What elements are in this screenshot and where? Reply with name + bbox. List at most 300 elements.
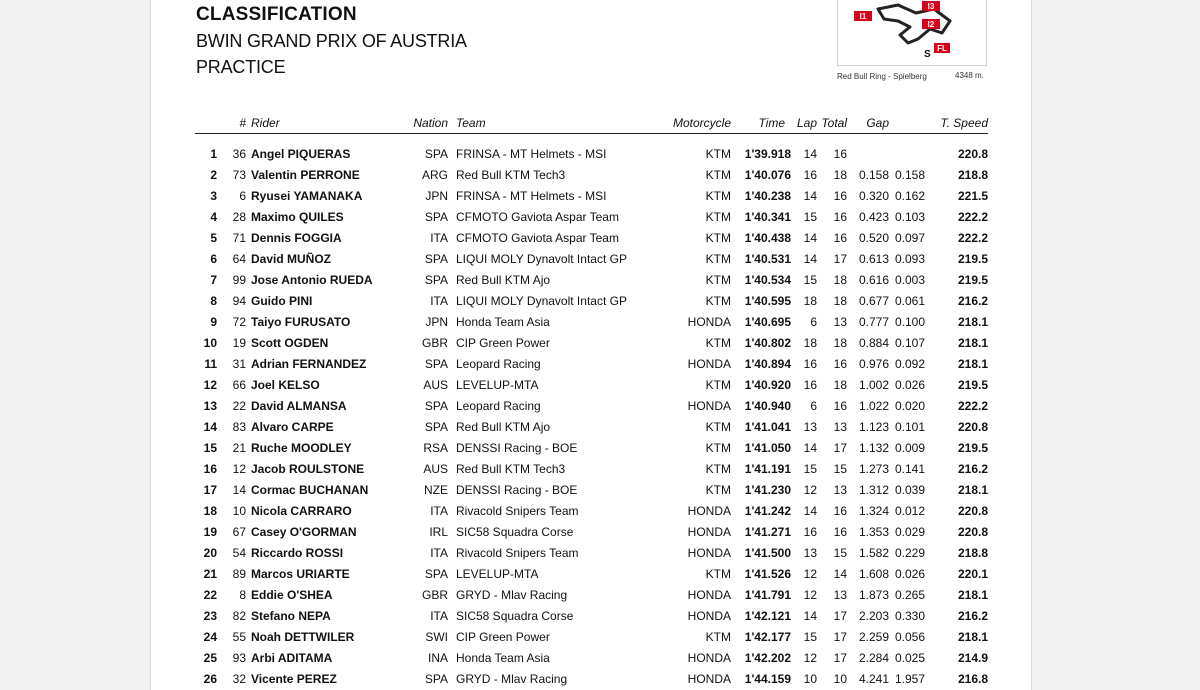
gap-previous-cell: 0.103 — [894, 209, 925, 224]
nation-cell: ITA — [430, 608, 448, 623]
best-lap-cell: 15 — [803, 629, 817, 644]
gap-first-cell: 0.423 — [858, 209, 889, 224]
col-pos-header — [195, 113, 223, 134]
col-motorcycle-header: Motorcycle — [653, 113, 731, 134]
position-cell: 10 — [203, 335, 217, 350]
total-laps-cell: 10 — [833, 671, 847, 686]
motorcycle-cell: HONDA — [687, 650, 731, 665]
team-cell: LEVELUP-MTA — [456, 566, 539, 581]
top-speed-cell: 220.8 — [957, 503, 988, 518]
nation-cell: GBR — [421, 587, 448, 602]
col-num-header: # — [223, 113, 251, 134]
total-laps-cell: 16 — [833, 398, 847, 413]
motorcycle-cell: KTM — [705, 272, 731, 287]
lap-time-cell: 1'41.050 — [744, 440, 791, 455]
top-speed-cell: 220.8 — [957, 419, 988, 434]
position-cell: 9 — [210, 314, 217, 329]
position-cell: 23 — [203, 608, 217, 623]
lap-time-cell: 1'42.121 — [744, 608, 791, 623]
team-cell: SIC58 Squadra Corse — [456, 524, 574, 539]
rider-number-cell: 93 — [232, 650, 246, 665]
total-laps-cell: 18 — [833, 167, 847, 182]
gap-previous-cell: 0.025 — [894, 650, 925, 665]
page-title: CLASSIFICATION — [196, 4, 357, 25]
table-row — [195, 584, 988, 605]
position-cell: 12 — [203, 377, 217, 392]
total-laps-cell: 17 — [833, 650, 847, 665]
team-cell: CIP Green Power — [456, 629, 550, 644]
gap-first-cell: 1.582 — [858, 545, 889, 560]
table-row — [195, 626, 988, 647]
table-row — [195, 563, 988, 584]
gap-previous-cell: 0.265 — [894, 587, 925, 602]
position-cell: 17 — [203, 482, 217, 497]
gap-first-cell: 2.203 — [858, 608, 889, 623]
best-lap-cell: 18 — [803, 293, 817, 308]
rider-name-cell: Alvaro CARPE — [251, 419, 334, 434]
rider-name-cell: Casey O'GORMAN — [251, 524, 357, 539]
top-speed-cell: 219.5 — [957, 377, 988, 392]
rider-number-cell: 94 — [232, 293, 246, 308]
nation-cell: JPN — [425, 188, 448, 203]
motorcycle-cell: KTM — [705, 251, 731, 266]
position-cell: 5 — [210, 230, 217, 245]
rider-name-cell: Riccardo ROSSI — [251, 545, 344, 560]
lap-time-cell: 1'40.238 — [744, 188, 791, 203]
gap-first-cell: 2.284 — [858, 650, 889, 665]
total-laps-cell: 18 — [833, 293, 847, 308]
gap-first-cell: 1.123 — [858, 419, 889, 434]
total-laps-cell: 13 — [833, 419, 847, 434]
col-rider-header: Rider — [251, 113, 401, 134]
gap-first-cell: 0.884 — [858, 335, 889, 350]
motorcycle-cell: HONDA — [687, 503, 731, 518]
motorcycle-cell: KTM — [705, 419, 731, 434]
rider-name-cell: Taiyo FURUSATO — [251, 314, 351, 329]
top-speed-cell: 220.1 — [957, 566, 988, 581]
motorcycle-cell: KTM — [705, 440, 731, 455]
rider-name-cell: Vicente PEREZ — [251, 671, 337, 686]
gap-first-cell: 0.613 — [858, 251, 889, 266]
position-cell: 21 — [203, 566, 217, 581]
rider-name-cell: Maximo QUILES — [251, 209, 344, 224]
table-row — [195, 311, 988, 332]
motorcycle-cell: KTM — [705, 293, 731, 308]
col-total-header: Total — [817, 113, 847, 134]
team-cell: LEVELUP-MTA — [456, 377, 539, 392]
lap-time-cell: 1'42.202 — [744, 650, 791, 665]
rider-number-cell: 31 — [232, 356, 246, 371]
position-cell: 7 — [210, 272, 217, 287]
lap-time-cell: 1'41.500 — [744, 545, 791, 560]
gap-previous-cell: 0.009 — [894, 440, 925, 455]
lap-time-cell: 1'41.791 — [744, 587, 791, 602]
best-lap-cell: 15 — [803, 461, 817, 476]
lap-time-cell: 1'39.918 — [744, 146, 791, 161]
total-laps-cell: 16 — [833, 356, 847, 371]
motorcycle-cell: KTM — [705, 335, 731, 350]
lap-time-cell: 1'44.159 — [744, 671, 791, 686]
rider-number-cell: 55 — [232, 629, 246, 644]
circuit-name: Red Bull Ring - Spielberg — [837, 72, 927, 81]
best-lap-cell: 6 — [810, 398, 817, 413]
lap-time-cell: 1'40.595 — [744, 293, 791, 308]
marker-i1-label: I1 — [859, 12, 867, 21]
table-row — [195, 668, 988, 689]
gap-first-cell: 1.002 — [858, 377, 889, 392]
rider-number-cell: 89 — [232, 566, 246, 581]
top-speed-cell: 219.5 — [957, 440, 988, 455]
gap-first-cell: 1.312 — [858, 482, 889, 497]
col-time-header: Time — [731, 113, 791, 134]
top-speed-cell: 216.2 — [957, 461, 988, 476]
gap-previous-cell: 0.012 — [894, 503, 925, 518]
total-laps-cell: 18 — [833, 335, 847, 350]
classification-document — [150, 0, 1032, 690]
position-cell: 11 — [204, 356, 217, 371]
team-cell: Red Bull KTM Tech3 — [456, 461, 566, 476]
rider-number-cell: 32 — [232, 671, 246, 686]
top-speed-cell: 220.8 — [957, 524, 988, 539]
nation-cell: ITA — [430, 545, 448, 560]
motorcycle-cell: KTM — [705, 167, 731, 182]
total-laps-cell: 13 — [833, 482, 847, 497]
total-laps-cell: 18 — [833, 272, 847, 287]
total-laps-cell: 17 — [833, 440, 847, 455]
total-laps-cell: 16 — [833, 146, 847, 161]
team-cell: SIC58 Squadra Corse — [456, 608, 574, 623]
gap-first-cell: 1.022 — [858, 398, 889, 413]
rider-name-cell: Joel KELSO — [251, 377, 320, 392]
position-cell: 1 — [210, 146, 217, 161]
gap-previous-cell: 0.101 — [894, 419, 925, 434]
motorcycle-cell: KTM — [705, 209, 731, 224]
top-speed-cell: 219.5 — [957, 272, 988, 287]
motorcycle-cell: KTM — [705, 230, 731, 245]
lap-time-cell: 1'40.894 — [744, 356, 791, 371]
table-row — [195, 290, 988, 311]
team-cell: Red Bull KTM Ajo — [456, 272, 551, 287]
gap-previous-cell: 0.097 — [894, 230, 925, 245]
col-gap-prev-header — [889, 113, 925, 134]
lap-time-cell: 1'40.940 — [744, 398, 791, 413]
position-cell: 16 — [203, 461, 217, 476]
nation-cell: NZE — [424, 482, 448, 497]
col-nation-header: Nation — [401, 113, 453, 134]
gap-previous-cell: 0.056 — [894, 629, 925, 644]
rider-name-cell: Marcos URIARTE — [251, 566, 350, 581]
total-laps-cell: 15 — [833, 461, 847, 476]
gap-previous-cell — [889, 134, 925, 165]
total-laps-cell: 15 — [833, 545, 847, 560]
position-cell: 18 — [203, 503, 217, 518]
gap-first-cell: 0.777 — [858, 314, 889, 329]
results-body — [195, 134, 988, 690]
gap-first-cell: 1.873 — [858, 587, 889, 602]
rider-name-cell: Guido PINI — [251, 293, 313, 308]
gap-previous-cell: 0.026 — [894, 566, 925, 581]
rider-name-cell: Jacob ROULSTONE — [251, 461, 365, 476]
top-speed-cell: 218.8 — [957, 545, 988, 560]
top-speed-cell: 218.1 — [957, 314, 988, 329]
gap-previous-cell: 0.229 — [894, 545, 925, 560]
table-row — [195, 332, 988, 353]
best-lap-cell: 14 — [803, 440, 817, 455]
rider-name-cell: Dennis FOGGIA — [251, 230, 342, 245]
team-cell: Red Bull KTM Tech3 — [456, 167, 566, 182]
rider-name-cell: Scott OGDEN — [251, 335, 329, 350]
rider-number-cell: 19 — [232, 335, 246, 350]
best-lap-cell: 12 — [803, 482, 817, 497]
nation-cell: SPA — [424, 356, 448, 371]
session-name: PRACTICE — [196, 57, 286, 77]
motorcycle-cell: HONDA — [687, 587, 731, 602]
rider-name-cell: Nicola CARRARO — [251, 503, 352, 518]
rider-number-cell: 8 — [239, 587, 246, 602]
gap-previous-cell: 0.158 — [894, 167, 925, 182]
position-cell: 6 — [210, 251, 217, 266]
table-row — [195, 248, 988, 269]
rider-number-cell: 6 — [239, 188, 246, 203]
gap-previous-cell: 0.330 — [894, 608, 925, 623]
col-gap-header: Gap — [847, 113, 889, 134]
table-row — [195, 164, 988, 185]
lap-time-cell: 1'40.534 — [744, 272, 791, 287]
motorcycle-cell: KTM — [705, 188, 731, 203]
team-cell: Honda Team Asia — [456, 650, 550, 665]
motorcycle-cell: HONDA — [687, 545, 731, 560]
best-lap-cell: 12 — [803, 587, 817, 602]
team-cell: DENSSI Racing - BOE — [456, 440, 578, 455]
rider-number-cell: 54 — [232, 545, 246, 560]
nation-cell: AUS — [423, 377, 448, 392]
motorcycle-cell: KTM — [705, 482, 731, 497]
motorcycle-cell: HONDA — [687, 398, 731, 413]
marker-i2-label: I2 — [927, 20, 935, 29]
best-lap-cell: 10 — [803, 671, 817, 686]
lap-time-cell: 1'40.076 — [744, 167, 791, 182]
col-speed-header: T. Speed — [925, 113, 988, 134]
motorcycle-cell: KTM — [705, 146, 731, 161]
position-cell: 14 — [203, 419, 217, 434]
motorcycle-cell: HONDA — [687, 356, 731, 371]
lap-time-cell: 1'40.341 — [744, 209, 791, 224]
total-laps-cell: 17 — [833, 629, 847, 644]
nation-cell: SPA — [424, 251, 448, 266]
total-laps-cell: 13 — [833, 587, 847, 602]
nation-cell: SPA — [424, 671, 448, 686]
circuit-map-drawing — [838, 0, 986, 65]
rider-number-cell: 66 — [232, 377, 246, 392]
rider-number-cell: 36 — [232, 146, 246, 161]
motorcycle-cell: KTM — [705, 629, 731, 644]
position-cell: 4 — [210, 209, 217, 224]
rider-number-cell: 64 — [232, 251, 246, 266]
table-row — [195, 437, 988, 458]
gap-first-cell: 0.616 — [858, 272, 889, 287]
nation-cell: SWI — [425, 629, 448, 644]
lap-time-cell: 1'40.695 — [744, 314, 791, 329]
nation-cell: ITA — [430, 293, 448, 308]
best-lap-cell: 16 — [803, 524, 817, 539]
team-cell: Rivacold Snipers Team — [456, 503, 579, 518]
rider-number-cell: 21 — [232, 440, 246, 455]
position-cell: 8 — [210, 293, 217, 308]
gap-previous-cell: 0.162 — [894, 188, 925, 203]
table-row — [195, 374, 988, 395]
team-cell: Rivacold Snipers Team — [456, 545, 579, 560]
best-lap-cell: 15 — [803, 272, 817, 287]
rider-name-cell: Angel PIQUERAS — [251, 146, 351, 161]
lap-time-cell: 1'40.531 — [744, 251, 791, 266]
lap-time-cell: 1'41.230 — [744, 482, 791, 497]
lap-time-cell: 1'40.438 — [744, 230, 791, 245]
rider-number-cell: 14 — [232, 482, 246, 497]
nation-cell: INA — [427, 650, 448, 665]
team-cell: GRYD - Mlav Racing — [456, 587, 568, 602]
lap-time-cell: 1'41.526 — [744, 566, 791, 581]
gap-first-cell: 2.259 — [858, 629, 889, 644]
rider-number-cell: 67 — [232, 524, 246, 539]
table-row — [195, 500, 988, 521]
team-cell: Red Bull KTM Ajo — [456, 419, 551, 434]
rider-number-cell: 99 — [232, 272, 246, 287]
table-row — [195, 479, 988, 500]
best-lap-cell: 14 — [803, 608, 817, 623]
top-speed-cell: 222.2 — [957, 230, 988, 245]
team-cell: CFMOTO Gaviota Aspar Team — [456, 230, 619, 245]
team-cell: Leopard Racing — [456, 356, 541, 371]
nation-cell: JPN — [425, 314, 448, 329]
total-laps-cell: 16 — [833, 503, 847, 518]
rider-number-cell: 71 — [232, 230, 246, 245]
best-lap-cell: 13 — [803, 545, 817, 560]
team-cell: FRINSA - MT Helmets - MSI — [456, 188, 607, 203]
best-lap-cell: 16 — [803, 377, 817, 392]
marker-fl-label: FL — [937, 44, 947, 53]
table-row — [195, 521, 988, 542]
team-cell: LIQUI MOLY Dynavolt Intact GP — [456, 251, 627, 266]
top-speed-cell: 218.1 — [957, 629, 988, 644]
nation-cell: ITA — [430, 230, 448, 245]
team-cell: FRINSA - MT Helmets - MSI — [456, 146, 607, 161]
total-laps-cell: 16 — [833, 524, 847, 539]
rider-number-cell: 10 — [232, 503, 246, 518]
rider-name-cell: Ryusei YAMANAKA — [251, 188, 363, 203]
best-lap-cell: 14 — [803, 251, 817, 266]
team-cell: LIQUI MOLY Dynavolt Intact GP — [456, 293, 627, 308]
nation-cell: SPA — [424, 566, 448, 581]
nation-cell: ITA — [430, 503, 448, 518]
table-row — [195, 269, 988, 290]
best-lap-cell: 12 — [803, 566, 817, 581]
best-lap-cell: 16 — [803, 167, 817, 182]
gap-first-cell: 1.353 — [858, 524, 889, 539]
table-row — [195, 206, 988, 227]
lap-time-cell: 1'41.271 — [744, 524, 791, 539]
motorcycle-cell: KTM — [705, 461, 731, 476]
gap-previous-cell: 0.029 — [894, 524, 925, 539]
rider-name-cell: David MUÑOZ — [251, 251, 332, 266]
top-speed-cell: 219.5 — [957, 251, 988, 266]
lap-time-cell: 1'40.920 — [744, 377, 791, 392]
gap-previous-cell: 0.026 — [894, 377, 925, 392]
gap-first-cell: 4.241 — [858, 671, 889, 686]
total-laps-cell: 14 — [833, 566, 847, 581]
motorcycle-cell: HONDA — [687, 314, 731, 329]
gap-first-cell: 0.976 — [858, 356, 889, 371]
gap-previous-cell: 0.039 — [894, 482, 925, 497]
rider-name-cell: Adrian FERNANDEZ — [251, 356, 367, 371]
nation-cell: SPA — [424, 209, 448, 224]
position-cell: 22 — [203, 587, 217, 602]
top-speed-cell: 218.8 — [957, 167, 988, 182]
nation-cell: ARG — [421, 167, 448, 182]
total-laps-cell: 18 — [833, 377, 847, 392]
position-cell: 19 — [203, 524, 217, 539]
best-lap-cell: 18 — [803, 335, 817, 350]
gap-previous-cell: 0.061 — [894, 293, 925, 308]
rider-number-cell: 12 — [232, 461, 246, 476]
best-lap-cell: 15 — [803, 209, 817, 224]
marker-start-label: S — [924, 49, 931, 60]
rider-number-cell: 82 — [232, 608, 246, 623]
gap-previous-cell: 0.093 — [894, 251, 925, 266]
lap-time-cell: 1'41.191 — [744, 461, 791, 476]
position-cell: 15 — [203, 440, 217, 455]
results-table — [195, 113, 988, 689]
team-cell: DENSSI Racing - BOE — [456, 482, 578, 497]
rider-number-cell: 73 — [232, 167, 246, 182]
position-cell: 20 — [203, 545, 217, 560]
nation-cell: GBR — [421, 335, 448, 350]
gap-first-cell: 1.324 — [858, 503, 889, 518]
circuit-map — [837, 0, 987, 66]
gap-previous-cell: 0.020 — [894, 398, 925, 413]
best-lap-cell: 14 — [803, 230, 817, 245]
results-header-row — [195, 113, 988, 134]
col-lap-header: Lap — [791, 113, 817, 134]
gap-first-cell: 1.132 — [858, 440, 889, 455]
top-speed-cell: 220.8 — [957, 146, 988, 161]
team-cell: Honda Team Asia — [456, 314, 550, 329]
gap-first-cell: 0.158 — [858, 167, 889, 182]
nation-cell: AUS — [423, 461, 448, 476]
position-cell: 24 — [203, 629, 217, 644]
table-row — [195, 185, 988, 206]
best-lap-cell: 14 — [803, 146, 817, 161]
motorcycle-cell: KTM — [705, 566, 731, 581]
gap-previous-cell: 0.092 — [894, 356, 925, 371]
total-laps-cell: 16 — [833, 188, 847, 203]
lap-time-cell: 1'40.802 — [744, 335, 791, 350]
position-cell: 2 — [210, 167, 217, 182]
gap-previous-cell: 0.003 — [894, 272, 925, 287]
top-speed-cell: 222.2 — [957, 209, 988, 224]
best-lap-cell: 14 — [803, 188, 817, 203]
rider-number-cell: 72 — [232, 314, 246, 329]
rider-number-cell: 83 — [232, 419, 246, 434]
nation-cell: SPA — [424, 146, 448, 161]
gap-first-cell: 1.273 — [858, 461, 889, 476]
rider-number-cell: 22 — [232, 398, 246, 413]
gap-previous-cell: 0.100 — [894, 314, 925, 329]
rider-name-cell: Valentin PERRONE — [251, 167, 360, 182]
motorcycle-cell: HONDA — [687, 608, 731, 623]
table-row — [195, 395, 988, 416]
total-laps-cell: 16 — [833, 209, 847, 224]
rider-name-cell: Arbi ADITAMA — [251, 650, 333, 665]
